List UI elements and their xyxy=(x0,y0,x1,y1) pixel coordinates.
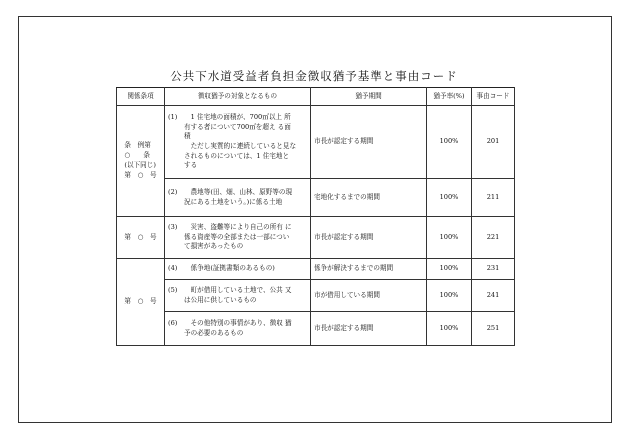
target-line: 災害、盗難等により自己の所有 に xyxy=(184,223,292,232)
period-cell: 宅地化するまでの期間 xyxy=(311,179,427,217)
target-line: 農地等(田、畑、山林、原野等の現 xyxy=(184,187,293,196)
item-number: (3) xyxy=(168,223,178,232)
relation-line: ○ 条 xyxy=(124,151,150,160)
deferral-criteria-table xyxy=(116,87,515,346)
header-period: 猶予期間 xyxy=(311,88,427,106)
target-cell xyxy=(165,106,311,179)
target-cell xyxy=(165,312,311,346)
period-cell: 市長が認定する期間 xyxy=(311,312,427,346)
target-line: されるものについては、1 住宅地と xyxy=(184,151,290,160)
relation-cell xyxy=(117,259,165,346)
item-number: (4) xyxy=(168,264,178,273)
relation-line: 第 ○ 号 xyxy=(124,170,157,179)
period-cell: 市が借用している期間 xyxy=(311,280,427,312)
table-header-row xyxy=(117,88,515,106)
relation-line: 条 例第 xyxy=(124,141,151,150)
table-row xyxy=(117,259,515,280)
relation-cell xyxy=(117,106,165,217)
rate-cell: 100% xyxy=(427,179,472,217)
code-cell: 221 xyxy=(472,217,515,259)
relation-line: 第 ○ 号 xyxy=(124,297,157,306)
target-line: ただし実質的に連続していると見な xyxy=(184,142,297,150)
item-number: (2) xyxy=(168,187,178,196)
target-line: 1 住宅地の面積が、700㎡以上 所 xyxy=(184,113,291,122)
table-row xyxy=(117,217,515,259)
table-row xyxy=(117,179,515,217)
table-row xyxy=(117,280,515,312)
target-cell xyxy=(165,179,311,217)
code-cell: 241 xyxy=(472,280,515,312)
target-line: て損害があったもの xyxy=(184,242,244,251)
code-cell: 251 xyxy=(472,312,515,346)
relation-line: 第 ○ 号 xyxy=(124,232,157,241)
period-cell: 係争が解決するまでの期間 xyxy=(311,259,427,280)
item-number: (1) xyxy=(168,113,178,122)
code-cell: 211 xyxy=(472,179,515,217)
target-line: 予の必要のあるもの xyxy=(184,328,244,337)
period-cell: 市長が認定する期間 xyxy=(311,217,427,259)
header-relation: 関係条項 xyxy=(117,88,165,106)
period-cell: 市長が認定する期間 xyxy=(311,106,427,179)
rate-cell: 100% xyxy=(427,259,472,280)
target-line: は公用に供しているもの xyxy=(184,295,257,304)
target-line: 有する者について700㎡を超え る面 xyxy=(184,122,291,131)
target-line: 係る資産等の全部または一部につい xyxy=(184,232,290,241)
relation-line: (以下同じ) xyxy=(124,161,156,169)
header-code: 事由コード xyxy=(472,88,515,106)
target-line: その他特別の事情があり、徴収 猶 xyxy=(184,318,292,327)
item-number: (6) xyxy=(168,318,178,327)
rate-cell: 100% xyxy=(427,312,472,346)
table-row xyxy=(117,106,515,179)
rate-cell: 100% xyxy=(427,217,472,259)
target-line: 積 xyxy=(184,132,191,141)
rate-cell: 100% xyxy=(427,280,472,312)
target-cell xyxy=(165,217,311,259)
table-row xyxy=(117,312,515,346)
target-line: する xyxy=(184,161,198,170)
header-rate: 猶予率(%) xyxy=(427,88,472,106)
code-cell: 231 xyxy=(472,259,515,280)
code-cell: 201 xyxy=(472,106,515,179)
target-line: 況にある土地をいう。)に係る土地 xyxy=(184,197,283,206)
rate-cell: 100% xyxy=(427,106,472,179)
header-target: 徴収猶予の対象となるもの xyxy=(165,88,311,106)
target-cell xyxy=(165,259,311,280)
document-title: 公共下水道受益者負担金徴収猶予基準と事由コード xyxy=(170,69,458,83)
item-number: (5) xyxy=(168,285,178,294)
target-line: 町が借用している土地で、公共 又 xyxy=(184,285,292,294)
relation-cell xyxy=(117,217,165,259)
target-line: 係争地(証拠書類のあるもの) xyxy=(184,264,275,273)
target-cell xyxy=(165,280,311,312)
